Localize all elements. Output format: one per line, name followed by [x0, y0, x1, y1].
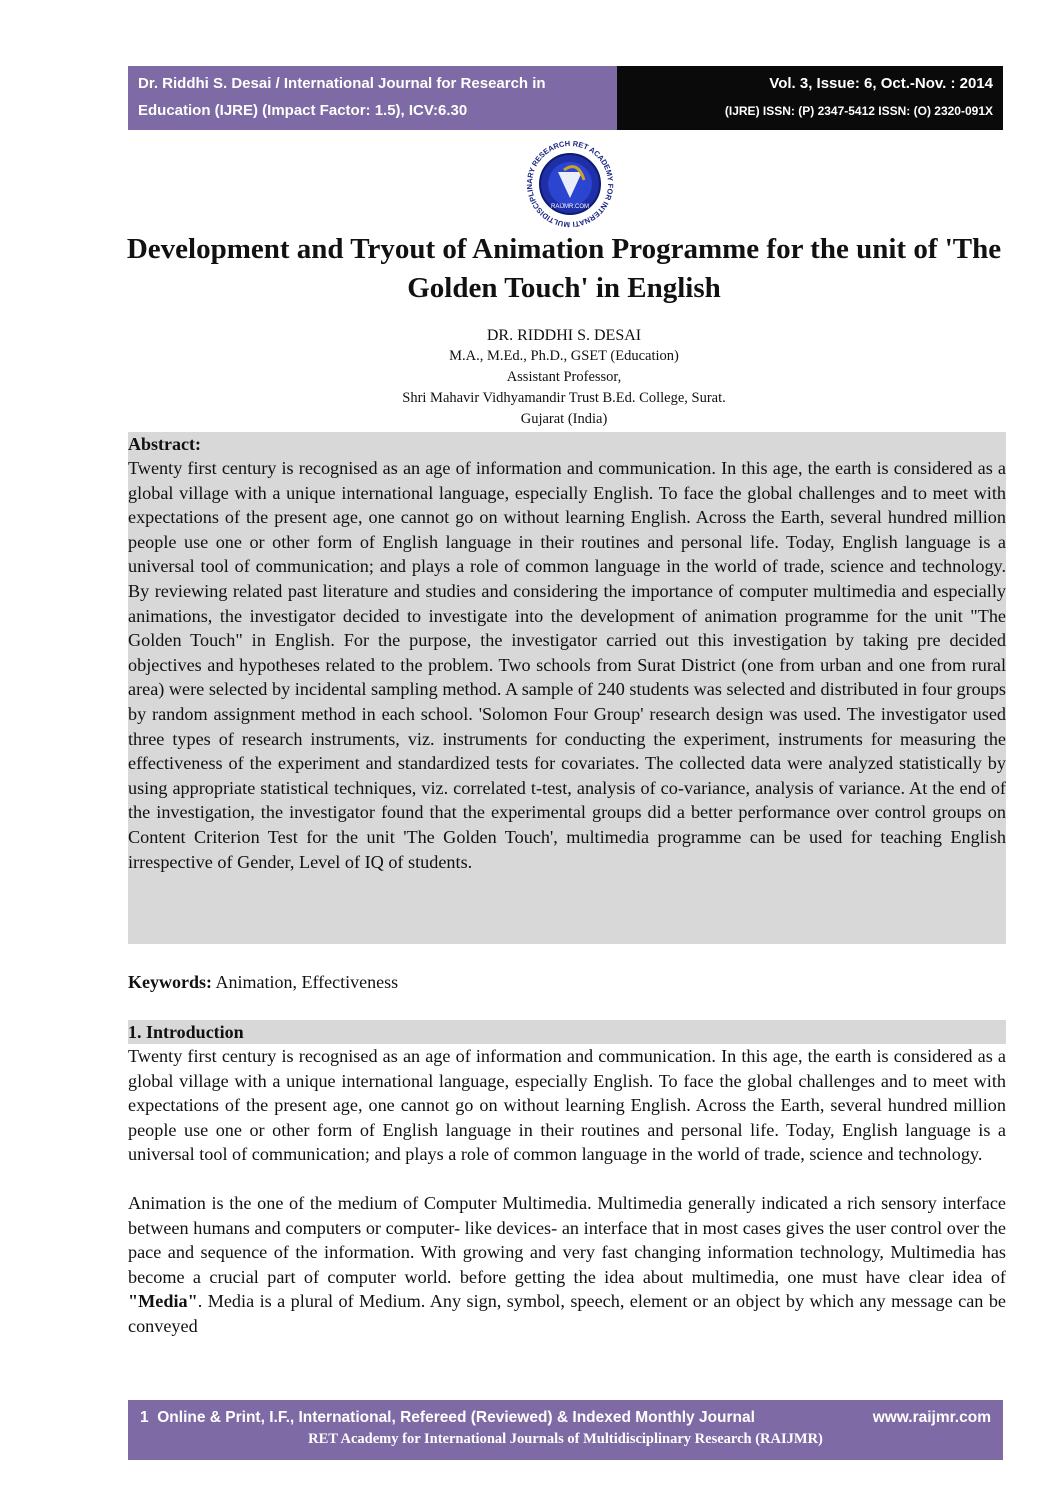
introduction-paragraph-2-part-b: . Media is a plural of Medium. Any sign, symbol, speech, element or an object by which any message can be conveyed	[128, 1291, 1006, 1336]
header-left-line2: Education (IJRE) (Impact Factor: 1.5), ICV:6.30	[138, 102, 468, 119]
introduction-paragraph-2-part-a: Animation is the one of the medium of Computer Multimedia. Multimedia generally indicated a rich sensory interface between humans and computers or computer- like devices- an interface that in most cases gives the user control over the pace and sequence of the information. With growing and very fast changing information technology, Multimedia has become a crucial part of computer world. before getting the idea about multimedia, one must have clear idea of	[128, 1192, 1006, 1287]
author-name: DR. RIDDHI S. DESAI	[486, 327, 642, 344]
header-left-line1: Dr. Riddhi S. Desai / International Journal for Research in	[138, 75, 546, 92]
header-author-journal	[128, 66, 617, 130]
abstract-body: Twenty first century is recognised as an age of information and communication. In this age, the earth is considered as a global village with a unique international language, especially English. To face the global challenges and to meet with expectations of the present age, one cannot go on without learning English. Across the Earth, several hundred million people use one or other form of English language in their routines and personal life. Today, English language is a universal tool of communication; and plays a role of common language in the world of trade, science and technology. By reviewing related past literature and studies and considering the importance of computer multimedia and especially animations, the investigator decided to investigate into the development of animation programme for the unit "The Golden Touch" in English. For the purpose, the investigator carried out this investigation by taking pre decided objectives and hypotheses related to the problem. Two schools from Surat District (one from urban and one from rural area) were selected by incidental sampling method. A sample of 240 students was selected and distributed in four groups by random assignment method in each school. 'Solomon Four Group' research design was used. The investigator used three types of research instruments, viz. instruments for conducting the experiment, instruments for measuring the effectiveness of the experiment and standardized tests for covariates. The collected data were analyzed statistically by using appropriate statistical techniques, viz. correlated t-test, analysis of co-variance, analysis of variance. At the end of the investigation, the investigator found that the experimental groups did a better performance over control groups on Content Criterion Test for the unit 'The Golden Touch', multimedia programme can be used for teaching English irrespective of Gender, Level of IQ of students.	[128, 458, 1006, 872]
footer-journal-description: Online & Print, I.F., International, Refereed (Reviewed) & Indexed Monthly Journal	[157, 1409, 755, 1426]
keywords-line	[128, 970, 1006, 994]
raijmr-seal-icon	[520, 140, 620, 230]
abstract-heading: Abstract:	[128, 434, 201, 454]
introduction-section	[128, 1020, 1006, 1339]
keywords-value: Animation, Effectiveness	[212, 972, 399, 992]
logo-text: RAIJMR.COM	[551, 204, 589, 210]
header-volume-block	[617, 66, 1003, 130]
page-footer	[128, 1400, 1003, 1460]
header-issn: (IJRE) ISSN: (P) 2347-5412 ISSN: (O) 2320-091X	[724, 104, 993, 118]
footer-publisher: RET Academy for International Journals of Multidisciplinary Research (RAIJMR)	[308, 1431, 823, 1447]
author-block	[300, 325, 828, 430]
introduction-paragraph-2	[128, 1191, 1006, 1339]
page-number: 1	[140, 1409, 149, 1426]
paper-title: Development and Tryout of Animation Programme for the unit of 'The Golden Touch' in English	[126, 233, 1002, 304]
introduction-media-term: "Media"	[128, 1291, 198, 1312]
running-header	[128, 66, 1003, 130]
footer-line-1	[128, 1408, 1003, 1428]
abstract-section	[128, 432, 1006, 944]
author-position: Assistant Professor,	[506, 369, 622, 385]
keywords-label: Keywords:	[128, 972, 212, 992]
footer-website-link[interactable]: www.raijmr.com	[872, 1409, 991, 1426]
logo-ring-text: MULTIDISCIPLINARY RESEARCH RET ACADEMY FOR INTERNATI	[524, 140, 616, 230]
header-volume: Vol. 3, Issue: 6, Oct.-Nov. : 2014	[769, 75, 993, 92]
introduction-paragraph-1: Twenty first century is recognised as an age of information and communication. In this age, the earth is considered as a global village with a unique international language, especially English. To face the global challenges and to meet with expectations of the present age, one cannot go on without learning English. Across the Earth, several hundred million people use one or other form of English language in their routines and personal life. Today, English language is a universal tool of communication; and plays a role of common language in the world of trade, science and technology.	[128, 1046, 1006, 1165]
author-location: Gujarat (India)	[520, 411, 608, 427]
author-degrees: M.A., M.Ed., Ph.D., GSET (Education)	[449, 348, 679, 364]
author-institution: Shri Mahavir Vidhyamandir Trust B.Ed. College, Surat.	[402, 390, 726, 406]
introduction-heading: 1. Introduction	[128, 1020, 1006, 1044]
